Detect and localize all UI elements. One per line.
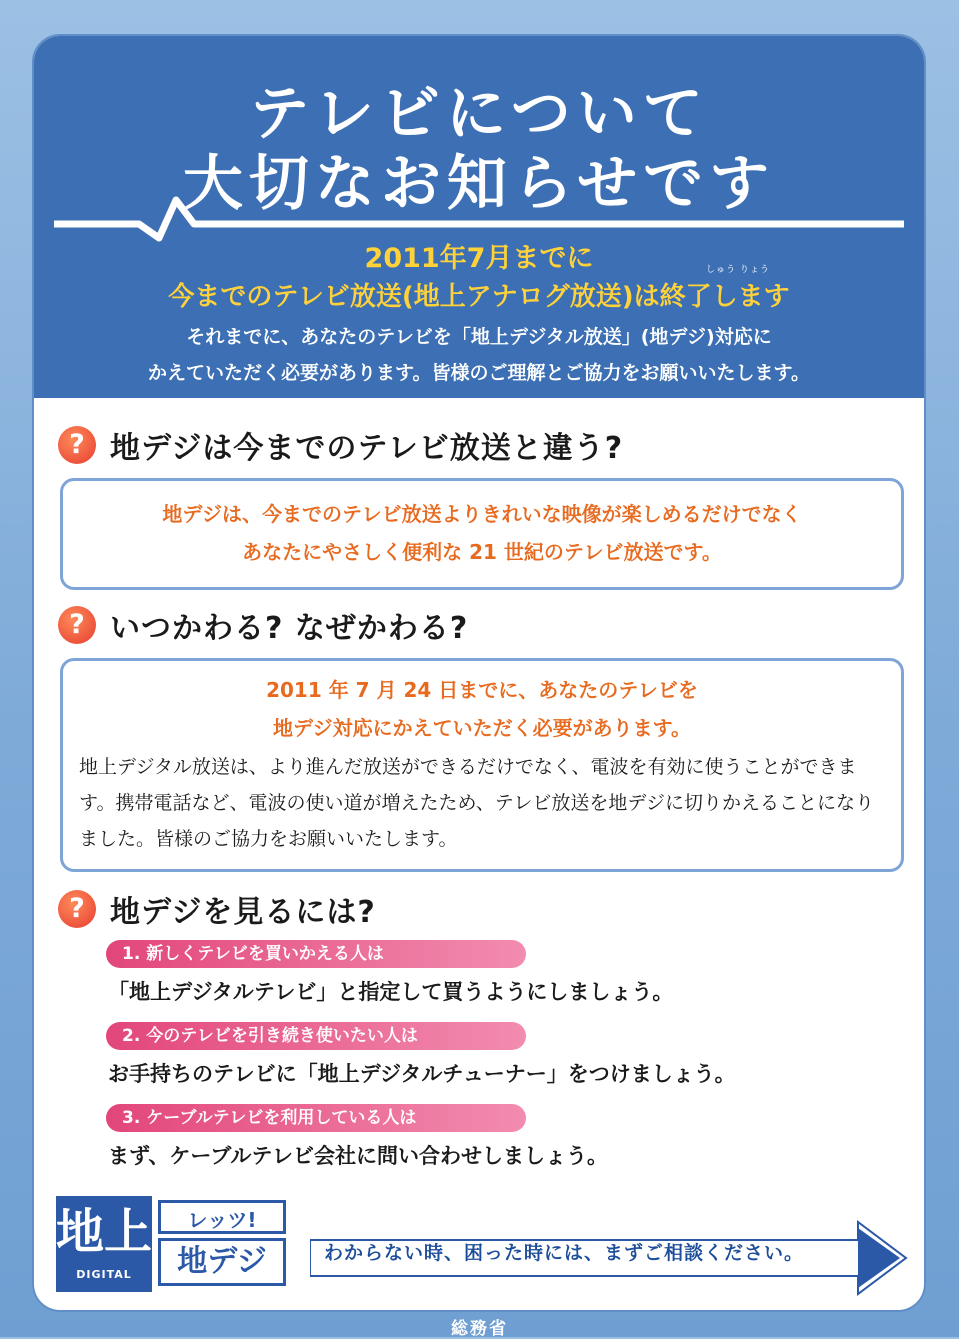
section1-box: [60, 478, 904, 590]
section1-heading: [58, 422, 623, 468]
section2-heading: [58, 602, 468, 648]
item3-label: 3. ケーブルテレビを利用している人は: [106, 1104, 526, 1132]
question-circle-icon: ?: [58, 890, 96, 928]
item2-label: 2. 今のテレビを引き続き使いたい人は: [106, 1022, 526, 1050]
lets-chideji-logo: [56, 1196, 290, 1292]
item1-label: 1. 新しくテレビを買いかえる人は: [106, 940, 526, 968]
deadline-line-1: 2011年7月までに: [364, 243, 594, 274]
sub-line-1: それまでに、あなたのテレビを「地上デジタル放送」(地デジ)対応に: [186, 326, 772, 348]
section1-heading-text: 地デジは今までのテレビ放送と違う?: [110, 431, 624, 466]
item1-desc: 「地上デジタルテレビ」と指定して買うようにしましょう。: [108, 980, 674, 1004]
section2-heading-text: いつかわる? なぜかわる?: [110, 611, 469, 646]
section2-body: 地上デジタル放送は、より進んだ放送ができるだけでなく、電波を有効に使うことができます。携帯電話など、電波の使い道が増えたため、テレビ放送を地デジに切りかえることになりました。皆様のご協力をお願いいたします。: [79, 756, 874, 850]
section2-box: [60, 658, 904, 872]
ministry-name: 総務省: [451, 1319, 508, 1339]
item2-desc: お手持ちのテレビに「地上デジタルチューナー」をつけましょう。: [108, 1062, 736, 1086]
deadline-ruby: しゅう りょう: [706, 265, 770, 275]
question-circle-icon: ?: [58, 606, 96, 644]
section2-highlight-1: 2011 年 7 月 24 日までに、あなたのテレビを: [266, 678, 698, 702]
notice-card: [34, 36, 924, 1310]
section1-text: [63, 481, 901, 571]
logo-digital-text: DIGITAL: [76, 1268, 132, 1281]
title-line-1: テレビについて: [249, 79, 709, 149]
sub-line-2: かえていただく必要があります。皆様のご理解とご協力をお願いいたします。: [148, 362, 810, 384]
header-banner: [34, 36, 924, 398]
consult-text: わからない時、困った時には、まずご相談ください。: [324, 1242, 805, 1264]
section3-heading-text: 地デジを見るには?: [110, 895, 376, 930]
question-circle-icon: ?: [58, 426, 96, 464]
logo-chi-mark: 地上: [56, 1196, 152, 1292]
logo-chideji-text: 地デジ: [158, 1238, 286, 1286]
item3-desc: まず、ケーブルテレビ会社に問い合わせしましょう。: [108, 1144, 609, 1168]
section2-highlight-2: 地デジ対応にかえていただく必要があります。: [273, 716, 691, 740]
title-line-2: 大切なお知らせです: [182, 149, 776, 219]
deadline-line-2: 今までのテレビ放送(地上アナログ放送)は終了します: [168, 282, 790, 312]
section2-highlight: [63, 661, 901, 747]
logo-lets-text: レッツ!: [158, 1200, 286, 1234]
section1-line-1: 地デジは、今までのテレビ放送よりきれいな映像が楽しめるだけでなく: [162, 502, 802, 526]
section1-line-2: あなたにやさしく便利な 21 世紀のテレビ放送です。: [242, 540, 722, 564]
section3-heading: [58, 886, 376, 932]
